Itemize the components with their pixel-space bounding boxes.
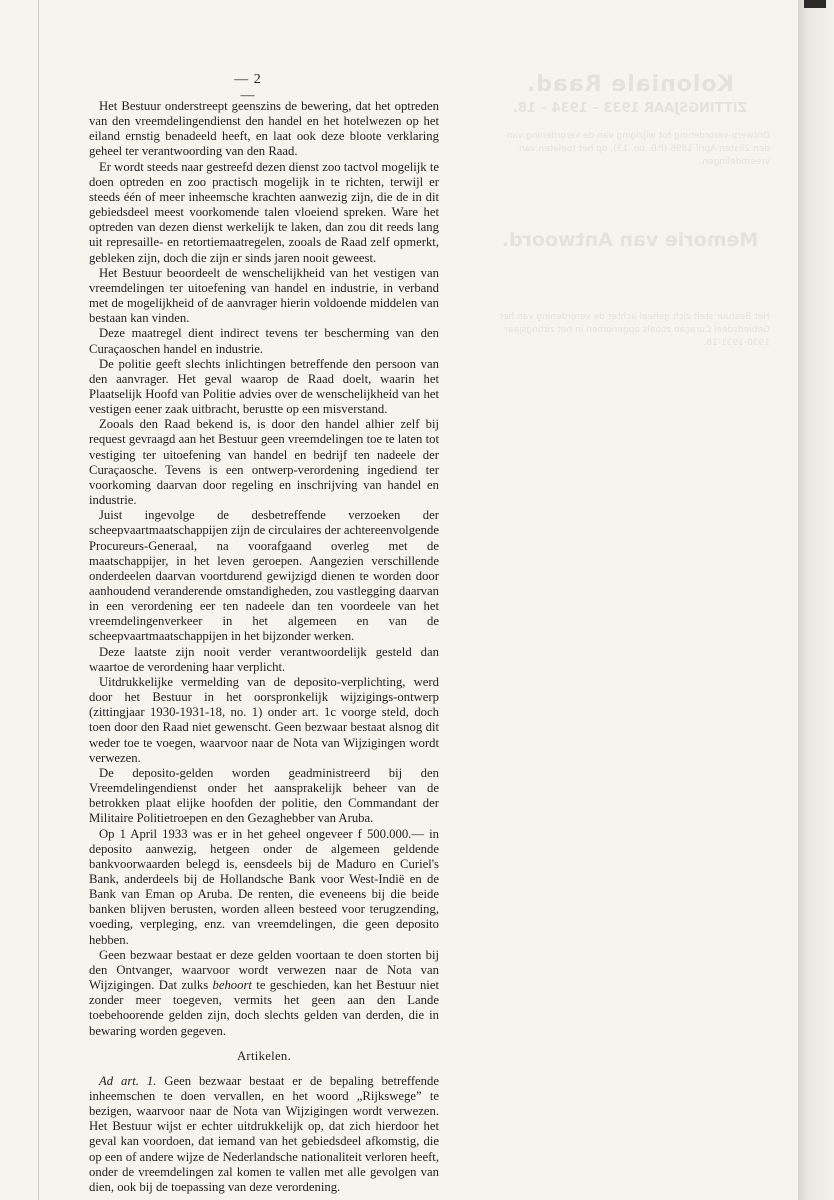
ghost-note: Het Bestuur stelt zich geheel achter de verordening van het Gebiedsdeel Curaçao zooals opgenomen in het zittingsjaar 1930-1931-18. <box>499 312 770 348</box>
paragraph: Uitdrukkelijke vermelding van de deposito-verplichting, werd door het Bestuur in het oorspronkelijk wijzigings-ontwerp (zittingjaar 1930-1931-18, no. 1) onder art. 1c voorge steld, doch toen door den Raad niet gewenscht. Geen bezwaar bestaat alsnog dit weder toe te voegen, waarvoor naar de Nota van Wijzigingen wordt verwezen. <box>89 674 439 765</box>
paragraph: De politie geeft slechts inlichtingen betreffende den persoon van den aanvrager. Het geval waarop de Raad doelt, waarin het Plaatselijk Hoofd van Politie advies over de wenschelijkheid van het vestigen eener zaak uitbracht, berustte op een misverstand. <box>89 356 439 417</box>
article-text: Geen bezwaar bestaat er de bepaling betreffende inheemschen te doen vervallen, en het woord „Rijkswege” te bezigen, waarvoor naar de Nota van Wijzigingen wordt verwezen. Het Bestuur wijst er echter uitdrukkelijk op, dat zich hierdoor het geval kan voordoen, dat iemand van het gebiedsdeel afkomstig, die op een of andere wijze de Nederlandsche nationaliteit verloren heeft, onder de vreemdelingen zal komen te vallen met alle gevolgen van dien, ook bij de toepassing van deze verordening. <box>89 1073 439 1194</box>
ghost-intro: Ontwerp-verordening tot wijziging van de verordening van den 28sten April 1896 (P.B. no. 13), op het toelaten van vreemdelingen. <box>506 131 770 167</box>
paragraph: Juist ingevolge de desbetreffende verzoeken der scheepvaartmaatschappijen zijn de circulaires der achtereenvolgende Procureurs-Generaal, na voorafgaand overleg met de maatschappijer, in het leven geroepen. Aangezien verschillende onderdeelen daarvan voortdurend gewijzigd dienen te worden door aanhoudend veranderende omstandigheden, zou vastlegging daarvan in een verordening eer ten nadeele dan ten voordeele van het vreemdelingenverkeer in het algemeen en van de scheepvaartmaatschappijen in het bijzonder werken. <box>89 508 439 644</box>
section-heading: Artikelen. <box>236 1048 292 1063</box>
emphasis: behoort <box>212 978 252 993</box>
page-number: — 2 — <box>234 72 262 103</box>
paragraph <box>89 948 439 1039</box>
page-edge <box>798 0 834 1200</box>
ghost-title: Koloniale Raad. <box>525 72 735 97</box>
paragraph-text: te geschieden, kan het Bestuur niet zonder meer toegeven, vermits het geen aan den Lande toebehoorende gelden zijn, doch slechts gelden van derden, die in bewaring worden gegeven. <box>89 978 439 1038</box>
paragraph: De deposito-gelden worden geadministreerd bij den Vreemdelingendienst onder het aansprakelijk beheer van de betrokken plaat elijke hoofden der politie, den Commandant der Militaire Politietroepen en den Gezaghebber van Aruba. <box>89 765 439 826</box>
article-paragraph <box>89 1074 439 1195</box>
paragraph: Het Bestuur onderstreept geenszins de bewering, dat het optreden van den vreemdelingendienst den handel en het hotelwezen op het eiland ernstig benadeeld heeft, en laat ook deze blootе verklaring geheel ter verantwoording van den Raad. <box>89 99 439 159</box>
binding-line <box>38 0 39 1200</box>
paragraph: Zooals den Raad bekend is, is door den handel alhier zelf bij request gevraagd aan het Bestuur geen vreemdelingen toe te laten tot vestiging ter uitoefening van handel en bedrijf ten nadeele der Curaçaosche. Tevens is een ontwerp-verordening ingediend ter voorkoming daarvan door regeling en inschrijving van handel en industrie. <box>89 417 439 508</box>
paragraph: Op 1 April 1933 was er in het geheel ongeveer f 500.000.— in deposito aanwezig, hetgeen onder de algemeen geldende bankvoorwaarden belegd is, eensdeels bij de Maduro en Curiel's Bank, anderdeels bij de Hollandsche Bank voor West-Indië en de Bank van Eman op Aruba. De renten, die eveneens bij die beide banken blijven berusten, worden alleen besteed voor terugzending, voeding, verpleging, enz. van vreemdelingen, die geen deposito hebben. <box>89 826 439 947</box>
paragraph: Het Bestuur beoordeelt de wenschelijkheid van het vestigen van vreemdelingen ter uitoefening van handel en industrie, in verband met de mogelijkheid of de aanvrager hierin voldoende middelen van bestaan kan vinden. <box>89 265 439 326</box>
paragraph: Deze laatste zijn nooit verder verantwoordelijk gesteld dan waartoe de verordening haar verplicht. <box>89 644 439 674</box>
ghost-heading: Memorie van Antwoord. <box>501 229 759 251</box>
corner-mark <box>804 0 826 8</box>
paragraph-text: Geen bezwaar bestaat er deze gelden voortaan te doen storten bij den Ontvanger, waarvoor wordt verwezen naar de Nota van Wijzigingen. Dat zulks <box>89 947 439 993</box>
body-text <box>89 99 439 1195</box>
paragraph: Er wordt steeds naar gestreefd dezen dienst zoo tactvol mogelijk te doen optreden en zoo practisch mogelijk in te richten, terwijl er steeds één of meer inheemsche krachten aanwezig zijn, die de in dit gebiedsdeel meest voorkomende talen vloeiend spreken. Ware het optreden van dezen dienst werkelijk te laken, dan zou dit reeds lang uit represaille- en retortiemaatregelen, zooals de Raad zelf opmerkt, gebleken zijn, doch die zijn er sinds jaren nooit geweest. <box>89 159 439 265</box>
paragraph: Deze maatregel dient indirect tevens ter bescherming van den Curaçaoschen handel en industrie. <box>89 326 439 356</box>
article-label: Ad art. 1. <box>99 1073 157 1088</box>
ghost-subtitle: ZITTINGSJAAR 1933 – 1934 – 18. <box>512 101 748 116</box>
show-through-text <box>470 72 790 350</box>
